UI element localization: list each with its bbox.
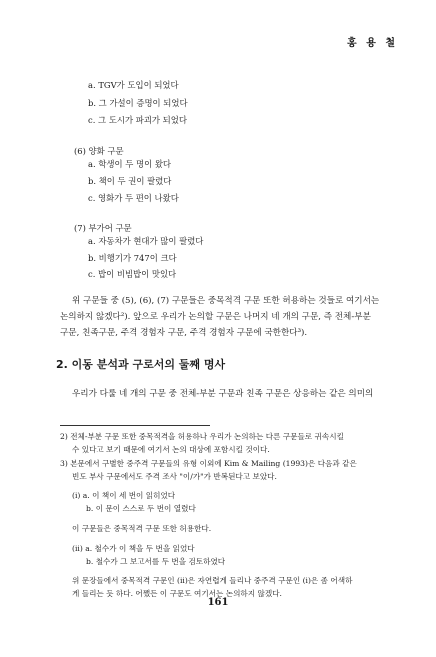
example-7c: c. 밥이 비빔밥이 맛있다	[88, 269, 177, 279]
example-6-title: (6) 양화 구문	[74, 146, 124, 156]
paragraph-line: 구문, 친족구문, 주격 경험자 구문, 주격 경험자 구문에 국한한다³).	[60, 328, 308, 338]
example-6a: a. 학생이 두 명이 왔다	[88, 159, 172, 169]
example-5c: c. 그 도시가 파괴가 되었다	[88, 115, 187, 125]
body-paragraph-2	[60, 386, 390, 402]
example-6c: c. 영화가 두 편이 나왔다	[88, 193, 179, 203]
section-heading: 2. 이동 분석과 구로서의 둘째 명사	[56, 358, 226, 371]
footnote-example-ii-b: b. 철수가 그 보고서를 두 번을 검토하였다	[86, 557, 226, 566]
example-7a: a. 자동차가 현대가 많이 팔렸다	[88, 236, 204, 246]
footnote-line: 빈도 부사 구문에서도 주격 조사 "이/가"가 반복된다고 보았다.	[72, 472, 277, 481]
paragraph-line: 위 구문들 중 (5), (6), (7) 구문들은 중목적격 구문 또한 허용하는 것들로 여기서는	[72, 296, 380, 306]
example-6b: b. 책이 두 권이 팔렸다	[88, 176, 172, 186]
footnote-line: 2) 전체-부분 구문 또한 중목적격을 허용하나 우리가 논의하는 다른 구문들로 귀속시킬	[60, 432, 344, 441]
footnote-example-i-a: (i) a. 이 책이 세 번이 읽히었다	[72, 491, 176, 500]
body-paragraph-1	[60, 293, 390, 341]
example-7b: b. 비행기가 747이 크다	[88, 253, 177, 263]
footnote-text: 이 구문들은 중목적격 구문 또한 허용한다.	[72, 524, 212, 533]
running-header-author: 홍 용 철	[347, 38, 398, 49]
page-number: 161	[207, 597, 229, 608]
footnote-3	[60, 457, 398, 483]
footnote-line: 3) 본문에서 구별한 중주격 구문들의 유형 이외에 Kim & Mailing (1993)은 다음과 같은	[60, 459, 357, 468]
footnote-2	[60, 430, 398, 456]
paragraph-line: 우리가 다룰 네 개의 구문 중 전체-부분 구문과 친족 구문은 상응하는 같은 의미의	[72, 389, 374, 399]
example-7-title: (7) 부가어 구문	[74, 223, 132, 233]
example-5b: b. 그 가설이 증명이 되었다	[88, 98, 188, 108]
paragraph-line: 논의하지 않겠다²). 앞으로 우리가 논의할 구문은 나머지 네 개의 구문, 즉 전체-부분	[60, 312, 371, 322]
footnote-example-ii-a: (ii) a. 철수가 이 책을 두 번을 읽었다	[72, 544, 195, 553]
example-5a: a. TGV가 도입이 되었다	[88, 80, 179, 90]
footnote-divider	[60, 425, 210, 426]
footnote-line: 게 들리는 듯 하다. 어쨌든 이 구문도 여기서는 논의하지 않겠다.	[72, 589, 282, 598]
footnote-line: 수 있다고 보기 때문에 여기서 논의 대상에 포함시킬 것이다.	[72, 445, 270, 454]
footnote-example-i-b: b. 이 문이 스스로 두 번이 열렸다	[86, 504, 196, 513]
footnote-line: 위 문장들에서 중목적격 구문인 (ii)은 자연렵게 들리나 중주격 구문인 (i)은 좀 어색하	[72, 576, 353, 585]
